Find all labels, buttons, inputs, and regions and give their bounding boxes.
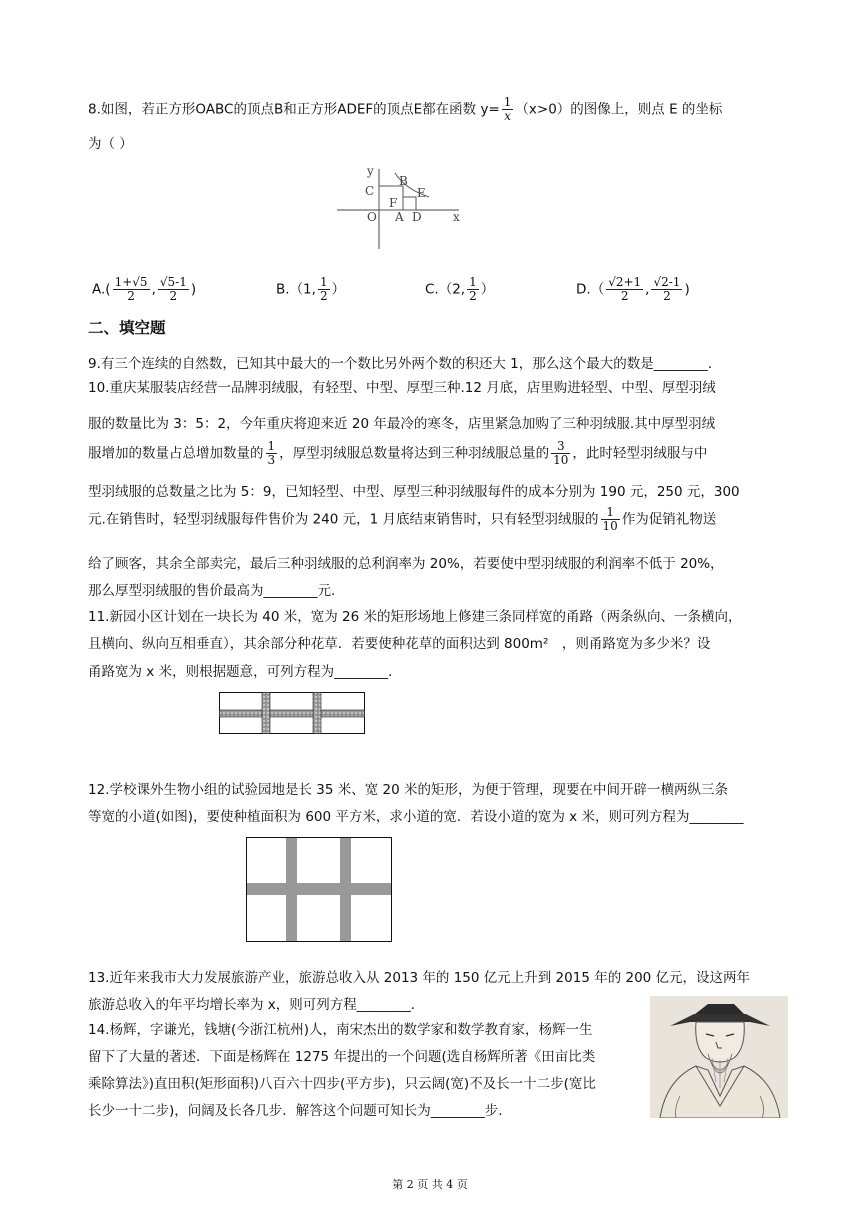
q11-line1: 11.新园小区计划在一块长为 40 米，宽为 26 米的矩形场地上修建三条同样宽的甬路（两条纵向、一条横向， <box>88 609 742 625</box>
vertical-path-right <box>340 838 351 942</box>
q14-line1: 14.杨辉，字谦光，钱塘(今浙江杭州)人，南宋杰出的数学家和数学教育家，杨辉一生 <box>88 1022 593 1038</box>
q8-line2: 为（ ） <box>88 136 133 152</box>
q14-line4: 长少一十二步)，问阔及长各几步．解答这个问题可知长为________步. <box>88 1103 503 1119</box>
svg-text:D: D <box>412 210 422 224</box>
q10-line7: 那么厚型羽绒服的售价最高为________元. <box>88 583 336 599</box>
svg-text:y: y <box>367 164 374 178</box>
q11-line3: 甬路宽为 x 米，则根据题意，可列方程为________. <box>88 664 393 680</box>
q13-line2: 旅游总收入的年平均增长率为 x，则可列方程________. <box>88 997 416 1013</box>
svg-text:F: F <box>389 196 398 210</box>
vertical-road-right <box>313 693 321 734</box>
svg-text:C: C <box>365 184 375 198</box>
q14-line3: 乘除算法》)直田积(矩形面积)八百六十四步(平方步)，只云阔(宽)不及长一十二步(宽比 <box>88 1076 596 1092</box>
q14-line2: 留下了大量的著述．下面是杨辉在 1275 年提出的一个问题(选自杨辉所著《田亩比类 <box>88 1049 596 1065</box>
q13-line1: 13.近年来我市大力发展旅游产业，旅游总收入从 2013 年的 150 亿元上升到 2015 年的 200 亿元，设这两年 <box>88 970 751 986</box>
section-title: 二、填空题 <box>88 319 166 337</box>
page-footer: 第 2 页 共 4 页 <box>392 1178 468 1191</box>
q8-coordinate-figure <box>333 163 463 253</box>
vertical-road-left <box>262 693 270 734</box>
svg-text:O: O <box>367 210 377 224</box>
option-a[interactable]: A.( $\frac{1+√5}{2}$ , $\frac{√5-1}{2}$ ) <box>92 275 197 303</box>
q10-line2: 服的数量比为 3：5：2，今年重庆将迎来近 20 年最冷的寒冬，店里紧急加购了三种羽绒服.其中厚型羽绒 <box>88 416 716 432</box>
svg-text:E: E <box>417 186 426 200</box>
q10-line3: 服增加的数量占总增加数量的 $\frac{1}{3}$ ，厚型羽绒服总数量将达到三种羽绒服总量的 $\frac{3}{10}$ ，此时轻型羽绒服与中 <box>88 439 708 467</box>
q8-line1: 8.如图，若正方形OABC的顶点B和正方形ADEF的顶点E都在函数 y= $\frac{1}{x}$ （x>0）的图像上，则点 E 的坐标 <box>88 95 723 123</box>
q10-line6: 给了顾客，其余全部卖完，最后三种羽绒服的总利润率为 20%，若要使中型羽绒服的利润率不低于 20%， <box>88 556 724 572</box>
q10-line4: 型羽绒服的总数量之比为 5：9，已知轻型、中型、厚型三种羽绒服每件的成本分别为 190 元，250 元，300 <box>88 484 740 500</box>
q12-line2: 等宽的小道(如图)，要使种植面积为 600 平方米，求小道的宽．若设小道的宽为 x 米，则可列方程为________ <box>88 809 744 825</box>
q11-road-figure <box>219 692 365 734</box>
q11-line2: 且横向、纵向互相垂直），其余部分种花草．若要使种花草的面积达到 800m² ，则甬路宽为多少米？设 <box>88 636 711 652</box>
svg-text:B: B <box>399 174 408 188</box>
option-b[interactable]: B.（1, $\frac{1}{2}$ ） <box>276 275 346 303</box>
q12-garden-figure <box>246 837 392 942</box>
yang-hui-portrait <box>650 996 788 1118</box>
option-d[interactable]: D.（ $\frac{√2+1}{2}$ , $\frac{√2-1}{2}$ ) <box>576 275 690 303</box>
q10-line1: 10.重庆某服装店经营一品牌羽绒服，有轻型、中型、厚型三种.12 月底，店里购进轻型、中型、厚型羽绒 <box>88 380 716 396</box>
option-c[interactable]: C.（2, $\frac{1}{2}$ ） <box>425 275 495 303</box>
q10-line5: 元.在销售时，轻型羽绒服每件售价为 240 元，1 月底结束销售时，只有轻型羽绒服的 $\frac{1}{10}$ 作为促销礼物送 <box>88 505 717 533</box>
q9-text: 9.有三个连续的自然数，已知其中最大的一个数比另外两个数的积还大 1，那么这个最大的数是________. <box>88 356 713 372</box>
horizontal-path <box>247 883 392 895</box>
function-fraction: $\frac{1}{x}$ <box>503 95 512 123</box>
svg-text:x: x <box>453 210 460 224</box>
q12-line1: 12.学校课外生物小组的试验园地是长 35 米、宽 20 米的矩形，为便于管理，现要在中间开辟一横两纵三条 <box>88 782 728 798</box>
horizontal-road <box>220 710 365 717</box>
svg-text:A: A <box>395 210 404 224</box>
vertical-path-left <box>286 838 297 942</box>
